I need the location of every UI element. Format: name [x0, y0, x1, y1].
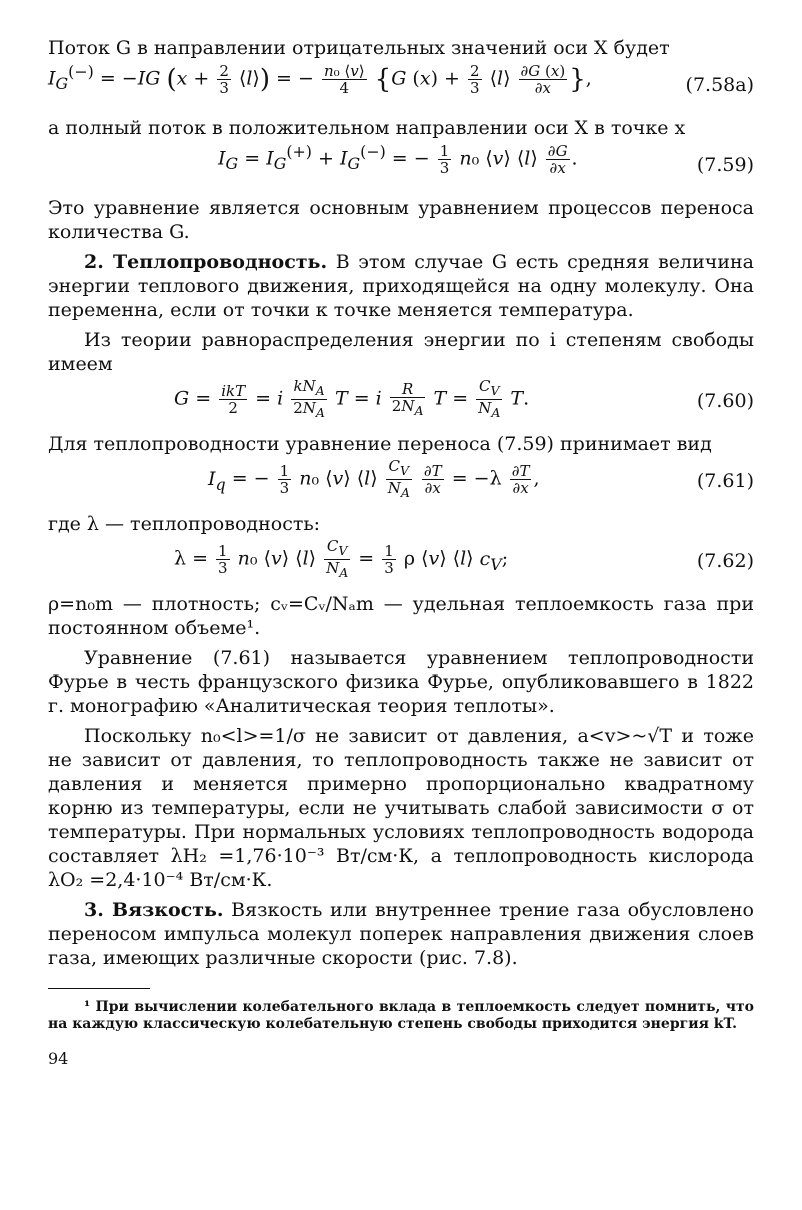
equation-number: (7.62) — [696, 550, 754, 572]
section-title: 2. Теплопроводность. — [84, 251, 328, 273]
section-viscosity — [48, 898, 754, 970]
paragraph-pressure: Поскольку n₀<l>=1/σ не зависит от давления, а<v>~√T и тоже не зависит от давления, то теплопроводность также не зависит от давления и меняется примерно пропорционально квадратному корню из температуры, если не учитывать слабой зависимости σ от температуры. При нормальных условиях теплопроводность водорода составляет λH₂ =1,76·10⁻³ Вт/см·К, а теплопроводность кислорода λO₂ =2,4·10⁻⁴ Вт/см·К. — [48, 725, 754, 891]
paragraph-fourier: Уравнение (7.61) называется уравнением теплопроводности Фурье в честь французского физика Фурье, опубликовавшего в 1822 г. монографию «Аналитическая теория теплоты». — [48, 647, 754, 717]
equation-7-59: $I_G = I_G^{(+)} + I_G^{(-)}$ = − $\frac{1}{3}$ n₀ ⟨v⟩ ⟨l⟩ $\frac{\partial G}{\partial x}$ . (7.59) — [218, 141, 754, 177]
section-text: Вязкость или внутреннее трение газа обусловлено переносом импульса молекул поперек направления движения слоев газа, имеющих различные скорости (рис. 7.8). — [48, 899, 754, 969]
section-heat-conduction — [48, 250, 754, 322]
paragraph-density: ρ=n₀m — плотность; cᵥ=Cᵥ/Nₐm — удельная теплоемкость газа при постоянном объеме¹. — [48, 593, 754, 639]
page — [48, 36, 754, 1068]
equation-number: (7.58a) — [685, 74, 754, 96]
paragraph-transport-equation: Это уравнение является основным уравнением процессов переноса количества G. — [48, 197, 754, 243]
paragraph-flux-total: а полный поток в положительном направлении оси X в точке x — [48, 117, 686, 139]
equation-7-62: λ = $\frac{1}{3}$ n₀ ⟨v⟩ ⟨l⟩ $\frac{C_V}{N_A}$ = $\frac{1}{3}$ ρ ⟨v⟩ ⟨l⟩ $c_V$; (7.62) — [174, 537, 754, 580]
equation-number: (7.60) — [696, 390, 754, 412]
equation-number: (7.59) — [696, 154, 754, 176]
paragraph-lambda-def: где λ — теплопроводность: — [48, 513, 321, 535]
paragraph-flux-negative: Поток G в направлении отрицательных значений оси X будет — [48, 37, 670, 59]
footnote-divider — [48, 988, 150, 989]
section-title: 3. Вязкость. — [84, 899, 224, 921]
equation-7-61: $I_q$ = − $\frac{1}{3}$ n₀ ⟨v⟩ ⟨l⟩ $\frac{C_V}{N_A}$ $\frac{\partial T}{\partial x}$ = −λ $\frac{\partial T}{\partial x}$ , (7.61) — [208, 457, 754, 500]
equation-7-58a: $I_G^{(-)} = -IG$ (x + $\frac{2}{3}$ ⟨l⟩) = − $\frac{\text{n₀ ⟨v⟩}}{4}$ {G (x) + $\frac{2}{3}$ ⟨l⟩ $\frac{\partial G (x)}{\partial x}$ }, (7.58a) — [48, 61, 754, 97]
footnote: ¹ При вычислении колебательного вклада в теплоемкость следует помнить, что на каждую классическую колебательную степень свободы приходится энергия kT. — [48, 999, 754, 1032]
page-number: 94 — [48, 1049, 69, 1068]
paragraph-heat-transport: Для теплопроводности уравнение переноса (7.59) принимает вид — [48, 433, 712, 455]
section-text: В этом случае G есть средняя величина энергии теплового движения, приходящейся на одну молекулу. Она переменна, если от точки к точке меняется температура. — [48, 251, 754, 321]
equation-7-60: G = $\frac{\text{ikT}}{2}$ = i $\frac{kN_A}{2N_A}$ T = i $\frac{R}{2N_A}$ T = $\frac{C_V}{N_A}$ T. (7.60) — [174, 377, 754, 420]
equation-number: (7.61) — [696, 470, 754, 492]
paragraph-equipartition: Из теории равнораспределения энергии по i степеням свободы имеем — [48, 329, 754, 375]
